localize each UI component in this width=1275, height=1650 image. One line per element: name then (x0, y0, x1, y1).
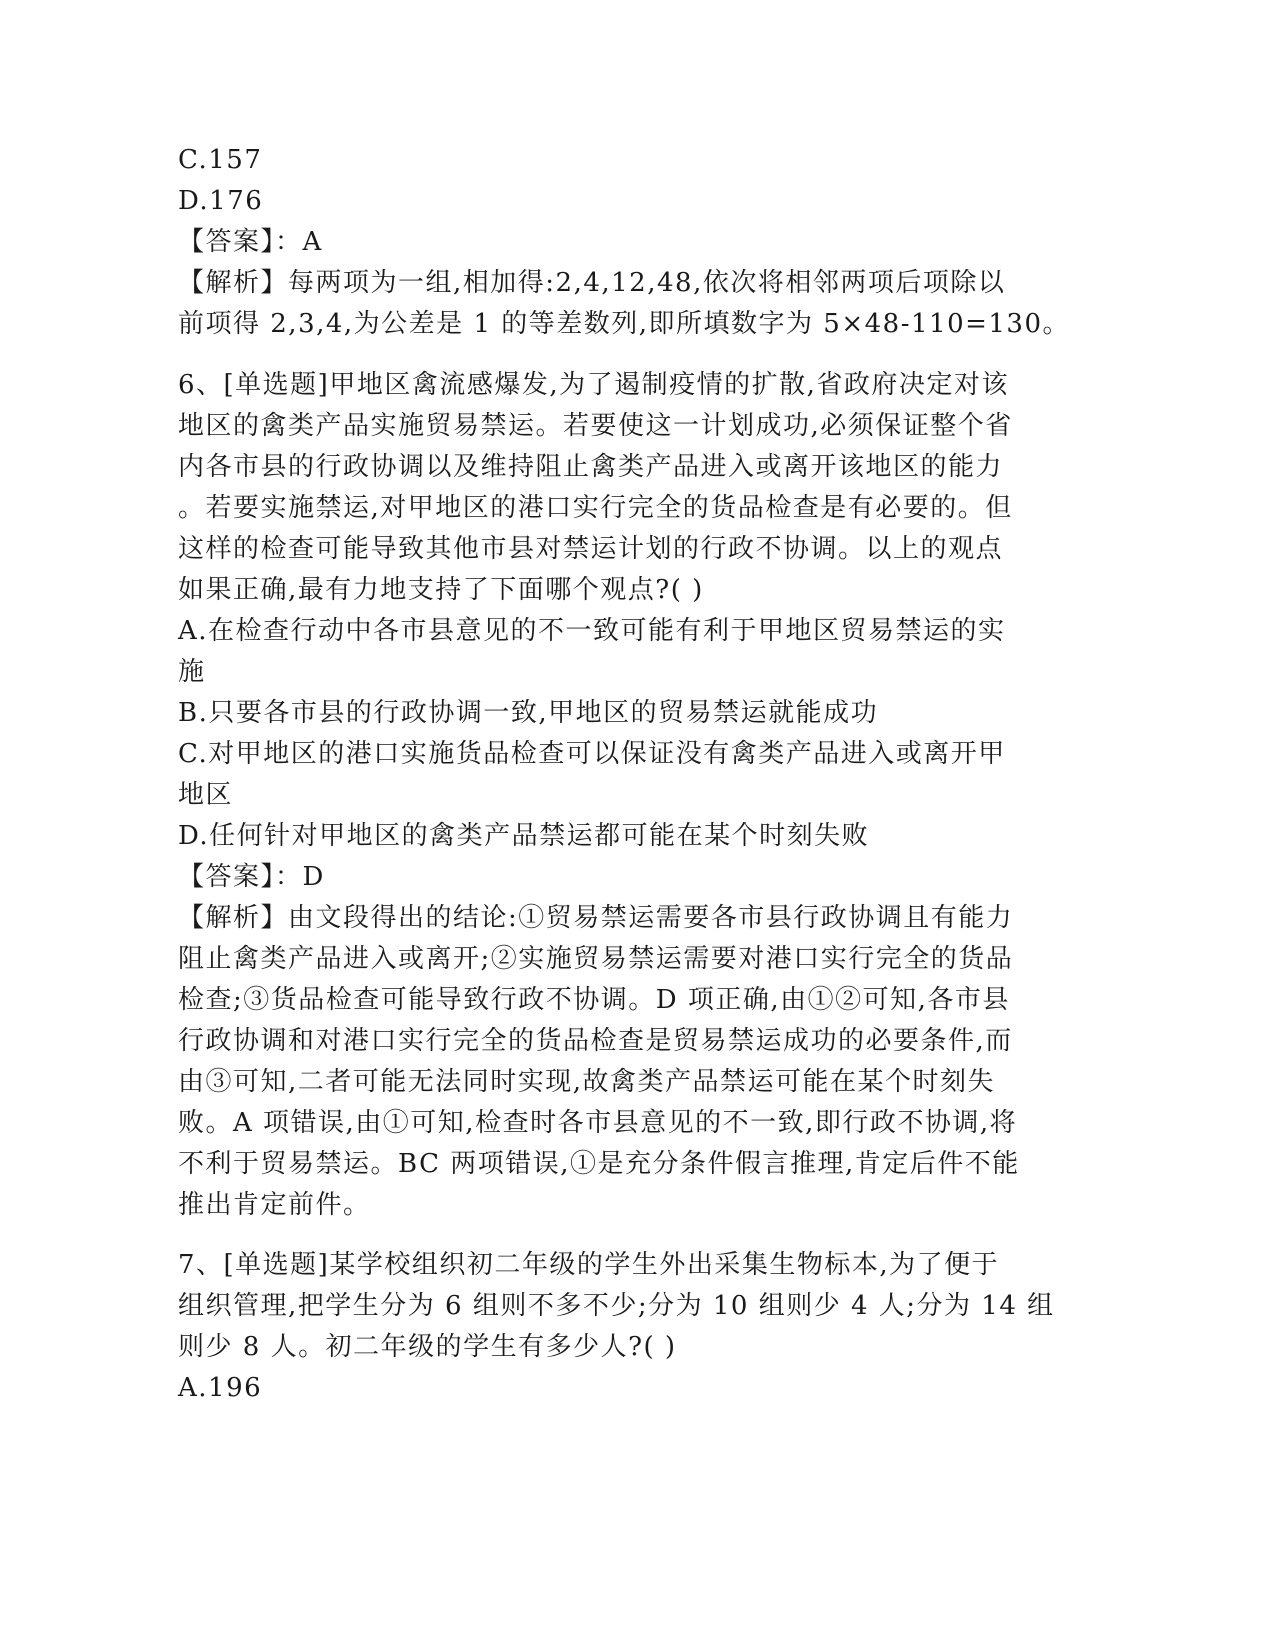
q6-analysis-line: 推出肯定前件。 (178, 1190, 371, 1220)
q5-option-c: C.157 (178, 145, 263, 175)
spacer (178, 345, 1058, 365)
q6-option-a-cont: 施 (178, 657, 206, 687)
q6-analysis-line: 由③可知,二者可能无法同时实现,故禽类产品禁运可能在某个时刻失 (178, 1067, 996, 1097)
q6-analysis-line: 检查;③货品检查可能导致行政不协调。D 项正确,由①②可知,各市县 (178, 985, 1010, 1015)
q6-stem-line: 如果正确,最有力地支持了下面哪个观点?( ) (178, 575, 704, 605)
q6-stem-line: 6、[单选题]甲地区禽流感爆发,为了遏制疫情的扩散,省政府决定对该 (178, 370, 1009, 400)
q5-answer: 【答案】：A (178, 227, 323, 257)
q6-stem-line: 。若要实施禁运,对甲地区的港口实行完全的货品检查是有必要的。但 (178, 493, 1013, 523)
q5-option-d: D.176 (178, 186, 264, 216)
q7-option-a: A.196 (178, 1373, 263, 1403)
q6-analysis-line: 【解析】由文段得出的结论:①贸易禁运需要各市县行政协调且有能力 (178, 903, 1014, 933)
q7-stem-line: 组织管理,把学生分为 6 组则不多不少;分为 10 组则少 4 人;分为 14 组 (178, 1291, 1055, 1321)
q6-answer: 【答案】：D (178, 862, 325, 892)
q5-analysis-line: 【解析】每两项为一组,相加得:2,4,12,48,依次将相邻两项后项除以 (178, 268, 1006, 298)
q5-analysis-line: 前项得 2,3,4,为公差是 1 的等差数列,即所填数字为 5×48-110=130。 (178, 309, 1071, 339)
q6-option-c-cont: 地区 (178, 780, 234, 810)
q6-stem-line: 这样的检查可能导致其他市县对禁运计划的行政不协调。以上的观点 (178, 534, 1004, 564)
q6-stem-line: 内各市县的行政协调以及维持阻止禽类产品进入或离开该地区的能力 (178, 452, 1004, 482)
q6-analysis-line: 败。A 项错误,由①可知,检查时各市县意见的不一致,即行政不协调,将 (178, 1108, 1018, 1138)
q6-option-a: A.在检查行动中各市县意见的不一致可能有利于甲地区贸易禁运的实 (178, 616, 1006, 646)
q6-option-d: D.任何针对甲地区的禽类产品禁运都可能在某个时刻失败 (178, 821, 870, 851)
q6-analysis-line: 阻止禽类产品进入或离开;②实施贸易禁运需要对港口实行完全的货品 (178, 944, 1014, 974)
q7-stem-line: 则少 8 人。初二年级的学生有多少人?( ) (178, 1332, 677, 1362)
document-page (178, 140, 1071, 1409)
q6-option-b: B.只要各市县的行政协调一致,甲地区的贸易禁运就能成功 (178, 698, 879, 728)
q6-option-c: C.对甲地区的港口实施货品检查可以保证没有禽类产品进入或离开甲 (178, 739, 1006, 769)
spacer (178, 1226, 1058, 1245)
q6-analysis-line: 不利于贸易禁运。BC 两项错误,①是充分条件假言推理,肯定后件不能 (178, 1149, 1020, 1179)
q6-stem-line: 地区的禽类产品实施贸易禁运。若要使这一计划成功,必须保证整个省 (178, 411, 1013, 441)
q7-stem-line: 7、[单选题]某学校组织初二年级的学生外出采集生物标本,为了便于 (178, 1250, 1000, 1280)
q6-analysis-line: 行政协调和对港口实行完全的货品检查是贸易禁运成功的必要条件,而 (178, 1026, 1013, 1056)
